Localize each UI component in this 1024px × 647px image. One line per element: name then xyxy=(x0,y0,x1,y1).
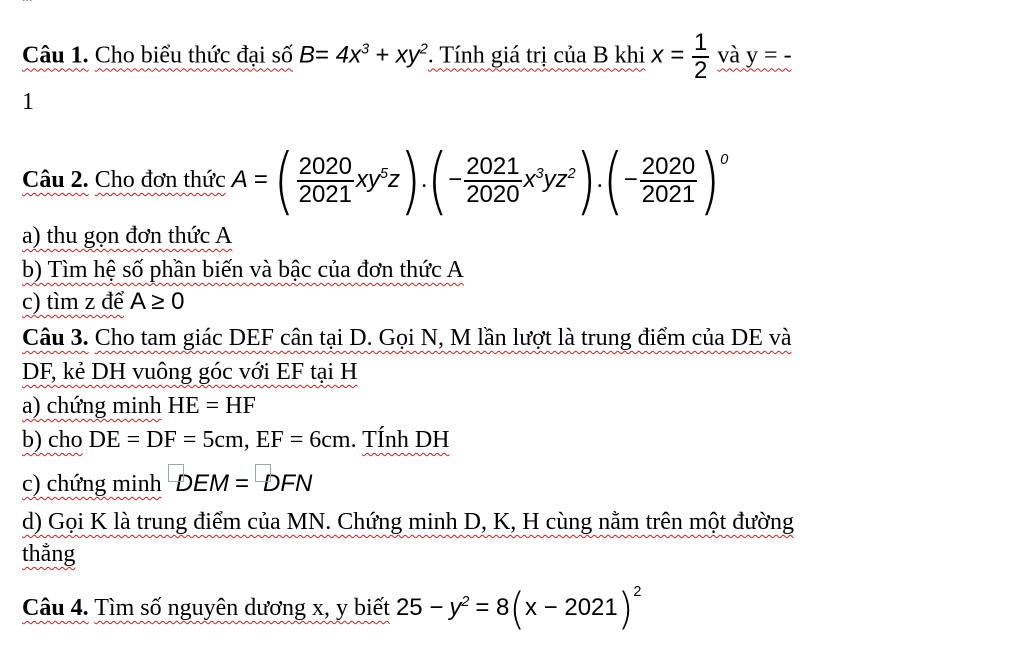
minus-1: − xyxy=(448,166,463,193)
question-3-b xyxy=(22,426,450,454)
x-var: x = xyxy=(651,41,685,69)
angle-dfn: DFN xyxy=(263,470,313,497)
expr-y-exp: 2 xyxy=(461,594,470,610)
term-2-exp2: 2 xyxy=(567,166,576,182)
question-3-d-line-2: thẳng xyxy=(22,541,76,567)
question-3-c-text: c) chứng minh xyxy=(22,471,162,497)
angle-placeholder-icon-2 xyxy=(255,464,271,482)
term-1-tail: z xyxy=(388,166,401,193)
outer-exp: 0 xyxy=(720,152,729,168)
exp-b: 2 xyxy=(419,41,428,58)
fraction-one-half: $\frac{1}{2}$ xyxy=(694,29,708,84)
fraction-2020-2021-b: $\frac{2020}{2021}$ xyxy=(641,153,696,209)
question-1-text: Cho biểu thức đại số xyxy=(94,42,294,69)
question-3-a-expr: HE = HF xyxy=(167,393,256,419)
question-3-text-2: DF, kẻ DH vuông góc với EF tại H xyxy=(22,359,358,385)
question-3-d-line-1: d) Gọi K là trung điểm của MN. Chứng minh D, K, H cùng nằm trên một đường xyxy=(22,509,794,535)
expr-b-term-b: + xy xyxy=(375,41,420,69)
angle-placeholder-icon xyxy=(168,464,184,482)
question-3-c xyxy=(22,470,312,498)
question-2-b: b) Tìm hệ số phần biến và bậc của đơn thức A xyxy=(22,257,464,283)
angle-dem: DEM xyxy=(175,470,229,497)
question-3-a-text: a) chứng minh xyxy=(22,393,162,419)
question-1-text-2: . Tính giá trị của B khi xyxy=(427,42,646,69)
question-2-label: Câu 2. xyxy=(22,167,89,193)
term-2-exp: 3 xyxy=(535,166,544,182)
question-3-b-text: b) cho xyxy=(22,427,83,453)
question-2-text: Cho đơn thức xyxy=(94,167,226,193)
expr-b-lhs: B xyxy=(299,41,316,69)
question-3-text-1: Cho tam giác DEF cân tại D. Gọi N, M lần lượt là trung điểm của DE và xyxy=(94,325,792,351)
question-2-c-expr: A ≥ 0 xyxy=(129,288,185,315)
question-2-c-text: c) tìm z để xyxy=(22,289,124,315)
exp-a: 3 xyxy=(361,41,370,58)
term-2: x xyxy=(523,166,536,193)
expr-outer-exp: 2 xyxy=(633,584,642,600)
question-4-line: Câu 4. Tìm số nguyên dương x, y biết $25 - y^2 = 8(x - 2021)^2$ xyxy=(22,584,642,635)
question-3-line-1 xyxy=(22,324,792,352)
question-1-line-1: Câu 1. Cho biểu thức đại số $B= 4x^3 + xy^2$. Tính giá trị của B khi x = $\frac{1}{2}$ và y = - xyxy=(22,29,792,84)
question-2-c xyxy=(22,288,185,316)
question-1-label: Câu 1. xyxy=(22,42,89,69)
question-4-label: Câu 4. xyxy=(22,595,89,621)
expr-eq-8: = 8 xyxy=(475,594,510,621)
expr-25-minus: 25 − xyxy=(395,594,444,621)
question-4-text: Tìm số nguyên dương x, y biết xyxy=(94,595,390,621)
expr-y: y xyxy=(449,594,462,621)
question-2-a: a) thu gọn đơn thức A xyxy=(22,223,233,249)
term-1-exp: 5 xyxy=(380,166,389,182)
question-1-text-3: và y = - xyxy=(717,42,792,69)
dot-1: . xyxy=(421,167,428,193)
dot-2: . xyxy=(596,167,603,193)
expr-b-term-a: 4x xyxy=(335,41,362,69)
question-2-line: Câu 2. Cho đơn thức A = ( $\frac{2020}{2021}$ $xy^5z).(-$ $\frac{2021}{2020}$ $x^3yz^2).(-$ $\frac{2020}{2021}$ )$^0$ xyxy=(22,138,729,224)
fraction-2020-2021-a: $\frac{2020}{2021}$ xyxy=(298,153,352,209)
question-3-a xyxy=(22,392,256,420)
top-cropped-text xyxy=(22,0,33,6)
minus-2: − xyxy=(623,166,638,193)
fraction-2021-2020: $\frac{2021}{2020}$ xyxy=(466,153,520,209)
term-2-mid: yz xyxy=(543,166,568,193)
equals-sign: = xyxy=(234,470,249,497)
question-3-b-tail: TÍnh DH xyxy=(362,427,450,453)
question-3-label: Câu 3. xyxy=(22,325,89,351)
expr-a-lhs: A = xyxy=(231,166,268,193)
question-1-line-2: 1 xyxy=(22,89,34,115)
question-3-b-expr: DE = DF = 5cm, EF = 6cm. xyxy=(88,427,357,453)
term-1: xy xyxy=(356,166,380,193)
expr-x-minus-2021: x − 2021 xyxy=(525,594,618,621)
